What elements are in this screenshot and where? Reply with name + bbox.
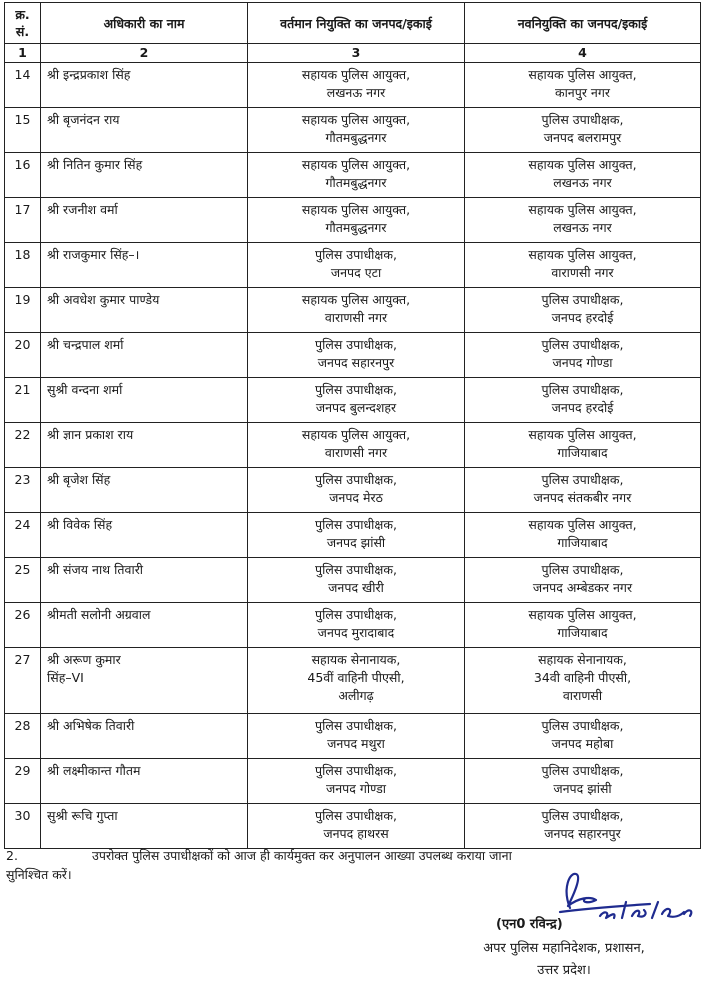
current-posting-cell: [248, 423, 465, 468]
new-posting-line: सहायक पुलिस आयुक्त,: [528, 607, 637, 622]
current-posting-line: सहायक पुलिस आयुक्त,: [301, 427, 411, 442]
current-posting-line: जनपद मेरठ: [329, 490, 383, 505]
new-posting-line: सहायक सेनानायक,: [538, 652, 627, 667]
new-posting-cell: [465, 714, 701, 759]
current-posting-line: सहायक पुलिस आयुक्त,: [301, 112, 411, 127]
current-posting-cell: [248, 288, 465, 333]
current-posting-line: जनपद खीरी: [328, 580, 384, 595]
current-posting-line: पुलिस उपाधीक्षक,: [315, 607, 397, 622]
current-posting-line: सहायक पुलिस आयुक्त,: [301, 202, 411, 217]
current-posting-line: पुलिस उपाधीक्षक,: [315, 763, 397, 778]
new-posting-cell: [465, 198, 701, 243]
serial-number-cell: 28: [5, 714, 41, 759]
officer-name-cell: [41, 108, 248, 153]
current-posting-line: सहायक सेनानायक,: [311, 652, 401, 667]
column-number: 1: [5, 44, 41, 63]
new-posting-cell: [465, 759, 701, 804]
serial-number-cell: 21: [5, 378, 41, 423]
new-posting-cell: [465, 63, 701, 108]
serial-number-cell: 14: [5, 63, 41, 108]
new-posting-line: वाराणसी: [562, 688, 603, 703]
new-posting-line: पुलिस उपाधीक्षक,: [541, 763, 624, 778]
officer-name-cell: [41, 378, 248, 423]
new-posting-line: पुलिस उपाधीक्षक,: [541, 562, 624, 577]
paragraph-text-line-1: उपरोक्त पुलिस उपाधीक्षकों को आज ही कार्यमुक्त कर अनुपालन आख्या उपलब्ध कराया जाना: [92, 848, 512, 863]
officer-name-line: श्रीमती सलोनी अग्रवाल: [47, 607, 151, 622]
current-posting-line: पुलिस उपाधीक्षक,: [315, 472, 397, 487]
new-posting-line: जनपद संतकबीर नगर: [533, 490, 632, 505]
officer-name-cell: [41, 714, 248, 759]
new-posting-line: पुलिस उपाधीक्षक,: [541, 382, 624, 397]
current-posting-line: जनपद मुरादाबाद: [317, 625, 395, 640]
officer-name-cell: [41, 648, 248, 714]
officer-name-line: श्री ज्ञान प्रकाश राय: [47, 427, 134, 442]
table-row: [5, 468, 701, 513]
current-posting-line: 45वीं वाहिनी पीएसी,: [307, 670, 405, 685]
serial-number-cell: 22: [5, 423, 41, 468]
current-posting-cell: [248, 804, 465, 849]
new-posting-line: जनपद अम्बेडकर नगर: [532, 580, 633, 595]
current-posting-line: जनपद हाथरस: [323, 826, 389, 841]
current-posting-line: वाराणसी नगर: [324, 445, 388, 460]
new-posting-line: लखनऊ नगर: [553, 220, 612, 235]
new-posting-line: वाराणसी नगर: [551, 265, 614, 280]
serial-number-cell: 23: [5, 468, 41, 513]
officer-name-line: श्री इन्द्रप्रकाश सिंह: [47, 67, 131, 82]
column-number: 2: [41, 44, 248, 63]
table-row: [5, 759, 701, 804]
current-posting-line: जनपद सहारनपुर: [317, 355, 395, 370]
handwritten-signature: [540, 868, 700, 924]
new-posting-cell: [465, 804, 701, 849]
officer-name-line: श्री संजय नाथ तिवारी: [47, 562, 144, 577]
officer-name-line: सुश्री वन्दना शर्मा: [47, 382, 123, 397]
serial-number-cell: 18: [5, 243, 41, 288]
officer-name-cell: [41, 153, 248, 198]
header-officer-name: अधिकारी का नाम: [41, 3, 248, 44]
current-posting-line: अलीगढ़: [338, 688, 374, 703]
new-posting-cell: [465, 333, 701, 378]
header-new-posting: नवनियुक्ति का जनपद/इकाई: [465, 3, 701, 44]
column-number: 3: [248, 44, 465, 63]
serial-number-cell: 16: [5, 153, 41, 198]
serial-number-cell: 25: [5, 558, 41, 603]
new-posting-line: जनपद हरदोई: [551, 400, 614, 415]
new-posting-line: जनपद महोबा: [551, 736, 614, 751]
new-posting-cell: [465, 288, 701, 333]
paragraph-number: 2.: [6, 848, 18, 863]
current-posting-cell: [248, 198, 465, 243]
current-posting-cell: [248, 108, 465, 153]
current-posting-line: पुलिस उपाधीक्षक,: [315, 247, 397, 262]
officer-transfer-table: [4, 2, 701, 849]
current-posting-line: सहायक पुलिस आयुक्त,: [301, 157, 411, 172]
current-posting-line: सहायक पुलिस आयुक्त,: [301, 67, 411, 82]
new-posting-line: सहायक पुलिस आयुक्त,: [528, 202, 637, 217]
signer-designation: अपर पुलिस महानिदेशक, प्रशासन,: [483, 941, 645, 956]
officer-name-cell: [41, 423, 248, 468]
new-posting-cell: [465, 558, 701, 603]
new-posting-line: गाजियाबाद: [557, 625, 608, 640]
serial-number-cell: 24: [5, 513, 41, 558]
header-serial-number: क्र. सं.: [5, 3, 41, 44]
officer-name-cell: [41, 603, 248, 648]
serial-number-cell: 20: [5, 333, 41, 378]
new-posting-line: जनपद सहारनपुर: [544, 826, 621, 841]
officer-name-cell: [41, 63, 248, 108]
current-posting-line: गौतमबुद्धनगर: [325, 130, 387, 145]
serial-number-cell: 30: [5, 804, 41, 849]
column-number-row: [5, 44, 701, 63]
new-posting-cell: [465, 423, 701, 468]
signer-designation-block: [430, 938, 698, 982]
officer-name-line: सुश्री रूचि गुप्ता: [47, 808, 118, 823]
officer-name-line: श्री चन्द्रपाल शर्मा: [47, 337, 124, 352]
current-posting-cell: [248, 243, 465, 288]
officer-name-cell: [41, 759, 248, 804]
officer-name-line: श्री बृजेश सिंह: [47, 472, 111, 487]
header-current-posting: वर्तमान नियुक्ति का जनपद/इकाई: [248, 3, 465, 44]
new-posting-line: सहायक पुलिस आयुक्त,: [528, 157, 637, 172]
new-posting-cell: [465, 513, 701, 558]
officer-name-cell: [41, 333, 248, 378]
column-number: 4: [465, 44, 701, 63]
current-posting-line: वाराणसी नगर: [324, 310, 388, 325]
officer-name-line: श्री लक्ष्मीकान्त गौतम: [47, 763, 141, 778]
serial-number-cell: 26: [5, 603, 41, 648]
current-posting-line: सहायक पुलिस आयुक्त,: [301, 292, 411, 307]
table-row: [5, 558, 701, 603]
new-posting-line: पुलिस उपाधीक्षक,: [541, 472, 624, 487]
officer-name-line: श्री नितिन कुमार सिंह: [47, 157, 143, 172]
new-posting-line: पुलिस उपाधीक्षक,: [541, 337, 624, 352]
new-posting-cell: [465, 243, 701, 288]
officer-name-line: श्री राजकुमार सिंह–।: [47, 247, 140, 262]
current-posting-cell: [248, 378, 465, 423]
current-posting-cell: [248, 468, 465, 513]
current-posting-line: पुलिस उपाधीक्षक,: [315, 562, 397, 577]
signer-name: (एन0 रविन्द्र): [496, 917, 563, 932]
officer-name-cell: [41, 288, 248, 333]
table-row: [5, 288, 701, 333]
current-posting-cell: [248, 513, 465, 558]
table-row: [5, 243, 701, 288]
officer-name-cell: [41, 243, 248, 288]
serial-number-cell: 29: [5, 759, 41, 804]
current-posting-line: जनपद बुलन्दशहर: [315, 400, 397, 415]
officer-name-line: श्री अभिषेक तिवारी: [47, 718, 135, 733]
table-row: [5, 513, 701, 558]
paragraph-text-line-2: सुनिश्चित करें।: [6, 867, 72, 882]
new-posting-line: पुलिस उपाधीक्षक,: [541, 808, 624, 823]
current-posting-cell: [248, 558, 465, 603]
new-posting-line: सहायक पुलिस आयुक्त,: [528, 67, 637, 82]
officer-name-cell: [41, 513, 248, 558]
table-row: [5, 108, 701, 153]
current-posting-line: पुलिस उपाधीक्षक,: [315, 337, 397, 352]
new-posting-line: कानपुर नगर: [554, 85, 611, 100]
current-posting-line: पुलिस उपाधीक्षक,: [315, 808, 397, 823]
new-posting-line: जनपद बलरामपुर: [543, 130, 622, 145]
current-posting-cell: [248, 153, 465, 198]
new-posting-cell: [465, 468, 701, 513]
new-posting-line: पुलिस उपाधीक्षक,: [541, 292, 624, 307]
new-posting-line: सहायक पुलिस आयुक्त,: [528, 247, 637, 262]
new-posting-line: पुलिस उपाधीक्षक,: [541, 718, 624, 733]
new-posting-line: जनपद गोण्डा: [552, 355, 613, 370]
table-row: [5, 714, 701, 759]
table-header-row: [5, 3, 701, 44]
current-posting-line: पुलिस उपाधीक्षक,: [315, 718, 397, 733]
current-posting-line: गौतमबुद्धनगर: [325, 220, 387, 235]
officer-name-line: श्री अवधेश कुमार पाण्डेय: [47, 292, 160, 307]
table-body: [5, 63, 701, 849]
officer-name-cell: [41, 468, 248, 513]
current-posting-line: पुलिस उपाधीक्षक,: [315, 382, 397, 397]
table-row: [5, 333, 701, 378]
officer-name-line: सिंह–VI: [47, 670, 84, 685]
table-row: [5, 198, 701, 243]
signer-state: उत्तर प्रदेश।: [537, 963, 591, 978]
signature-block: [430, 868, 698, 996]
table-row: [5, 603, 701, 648]
officer-name-cell: [41, 198, 248, 243]
officer-name-cell: [41, 558, 248, 603]
officer-name-line: श्री रजनीश वर्मा: [47, 202, 118, 217]
new-posting-line: 34वी वाहिनी पीएसी,: [533, 670, 632, 685]
current-posting-cell: [248, 714, 465, 759]
table-row: [5, 423, 701, 468]
new-posting-line: गाजियाबाद: [557, 535, 608, 550]
serial-number-cell: 19: [5, 288, 41, 333]
new-posting-line: लखनऊ नगर: [553, 175, 612, 190]
new-posting-line: जनपद झांसी: [553, 781, 612, 796]
new-posting-line: सहायक पुलिस आयुक्त,: [528, 517, 637, 532]
new-posting-line: जनपद हरदोई: [551, 310, 614, 325]
current-posting-cell: [248, 603, 465, 648]
current-posting-line: लखनऊ नगर: [326, 85, 386, 100]
new-posting-line: गाजियाबाद: [557, 445, 608, 460]
new-posting-cell: [465, 108, 701, 153]
officer-name-line: श्री बृजनंदन राय: [47, 112, 120, 127]
serial-number-cell: 27: [5, 648, 41, 714]
new-posting-cell: [465, 153, 701, 198]
current-posting-line: पुलिस उपाधीक्षक,: [315, 517, 397, 532]
serial-number-cell: 15: [5, 108, 41, 153]
new-posting-line: पुलिस उपाधीक्षक,: [541, 112, 624, 127]
current-posting-cell: [248, 63, 465, 108]
new-posting-cell: [465, 378, 701, 423]
current-posting-cell: [248, 333, 465, 378]
current-posting-line: जनपद झांसी: [326, 535, 386, 550]
current-posting-cell: [248, 648, 465, 714]
new-posting-line: सहायक पुलिस आयुक्त,: [528, 427, 637, 442]
current-posting-line: जनपद मथुरा: [327, 736, 385, 751]
serial-number-cell: 17: [5, 198, 41, 243]
table-row: [5, 153, 701, 198]
current-posting-cell: [248, 759, 465, 804]
officer-name-line: श्री विवेक सिंह: [47, 517, 113, 532]
table-row: [5, 378, 701, 423]
current-posting-line: जनपद एटा: [330, 265, 382, 280]
current-posting-line: गौतमबुद्धनगर: [325, 175, 387, 190]
table-row: [5, 63, 701, 108]
current-posting-line: जनपद गोण्डा: [325, 781, 387, 796]
officer-name-line: श्री अरूण कुमार: [47, 652, 121, 667]
table-row: [5, 804, 701, 849]
new-posting-cell: [465, 648, 701, 714]
officer-name-cell: [41, 804, 248, 849]
new-posting-cell: [465, 603, 701, 648]
table-row: [5, 648, 701, 714]
